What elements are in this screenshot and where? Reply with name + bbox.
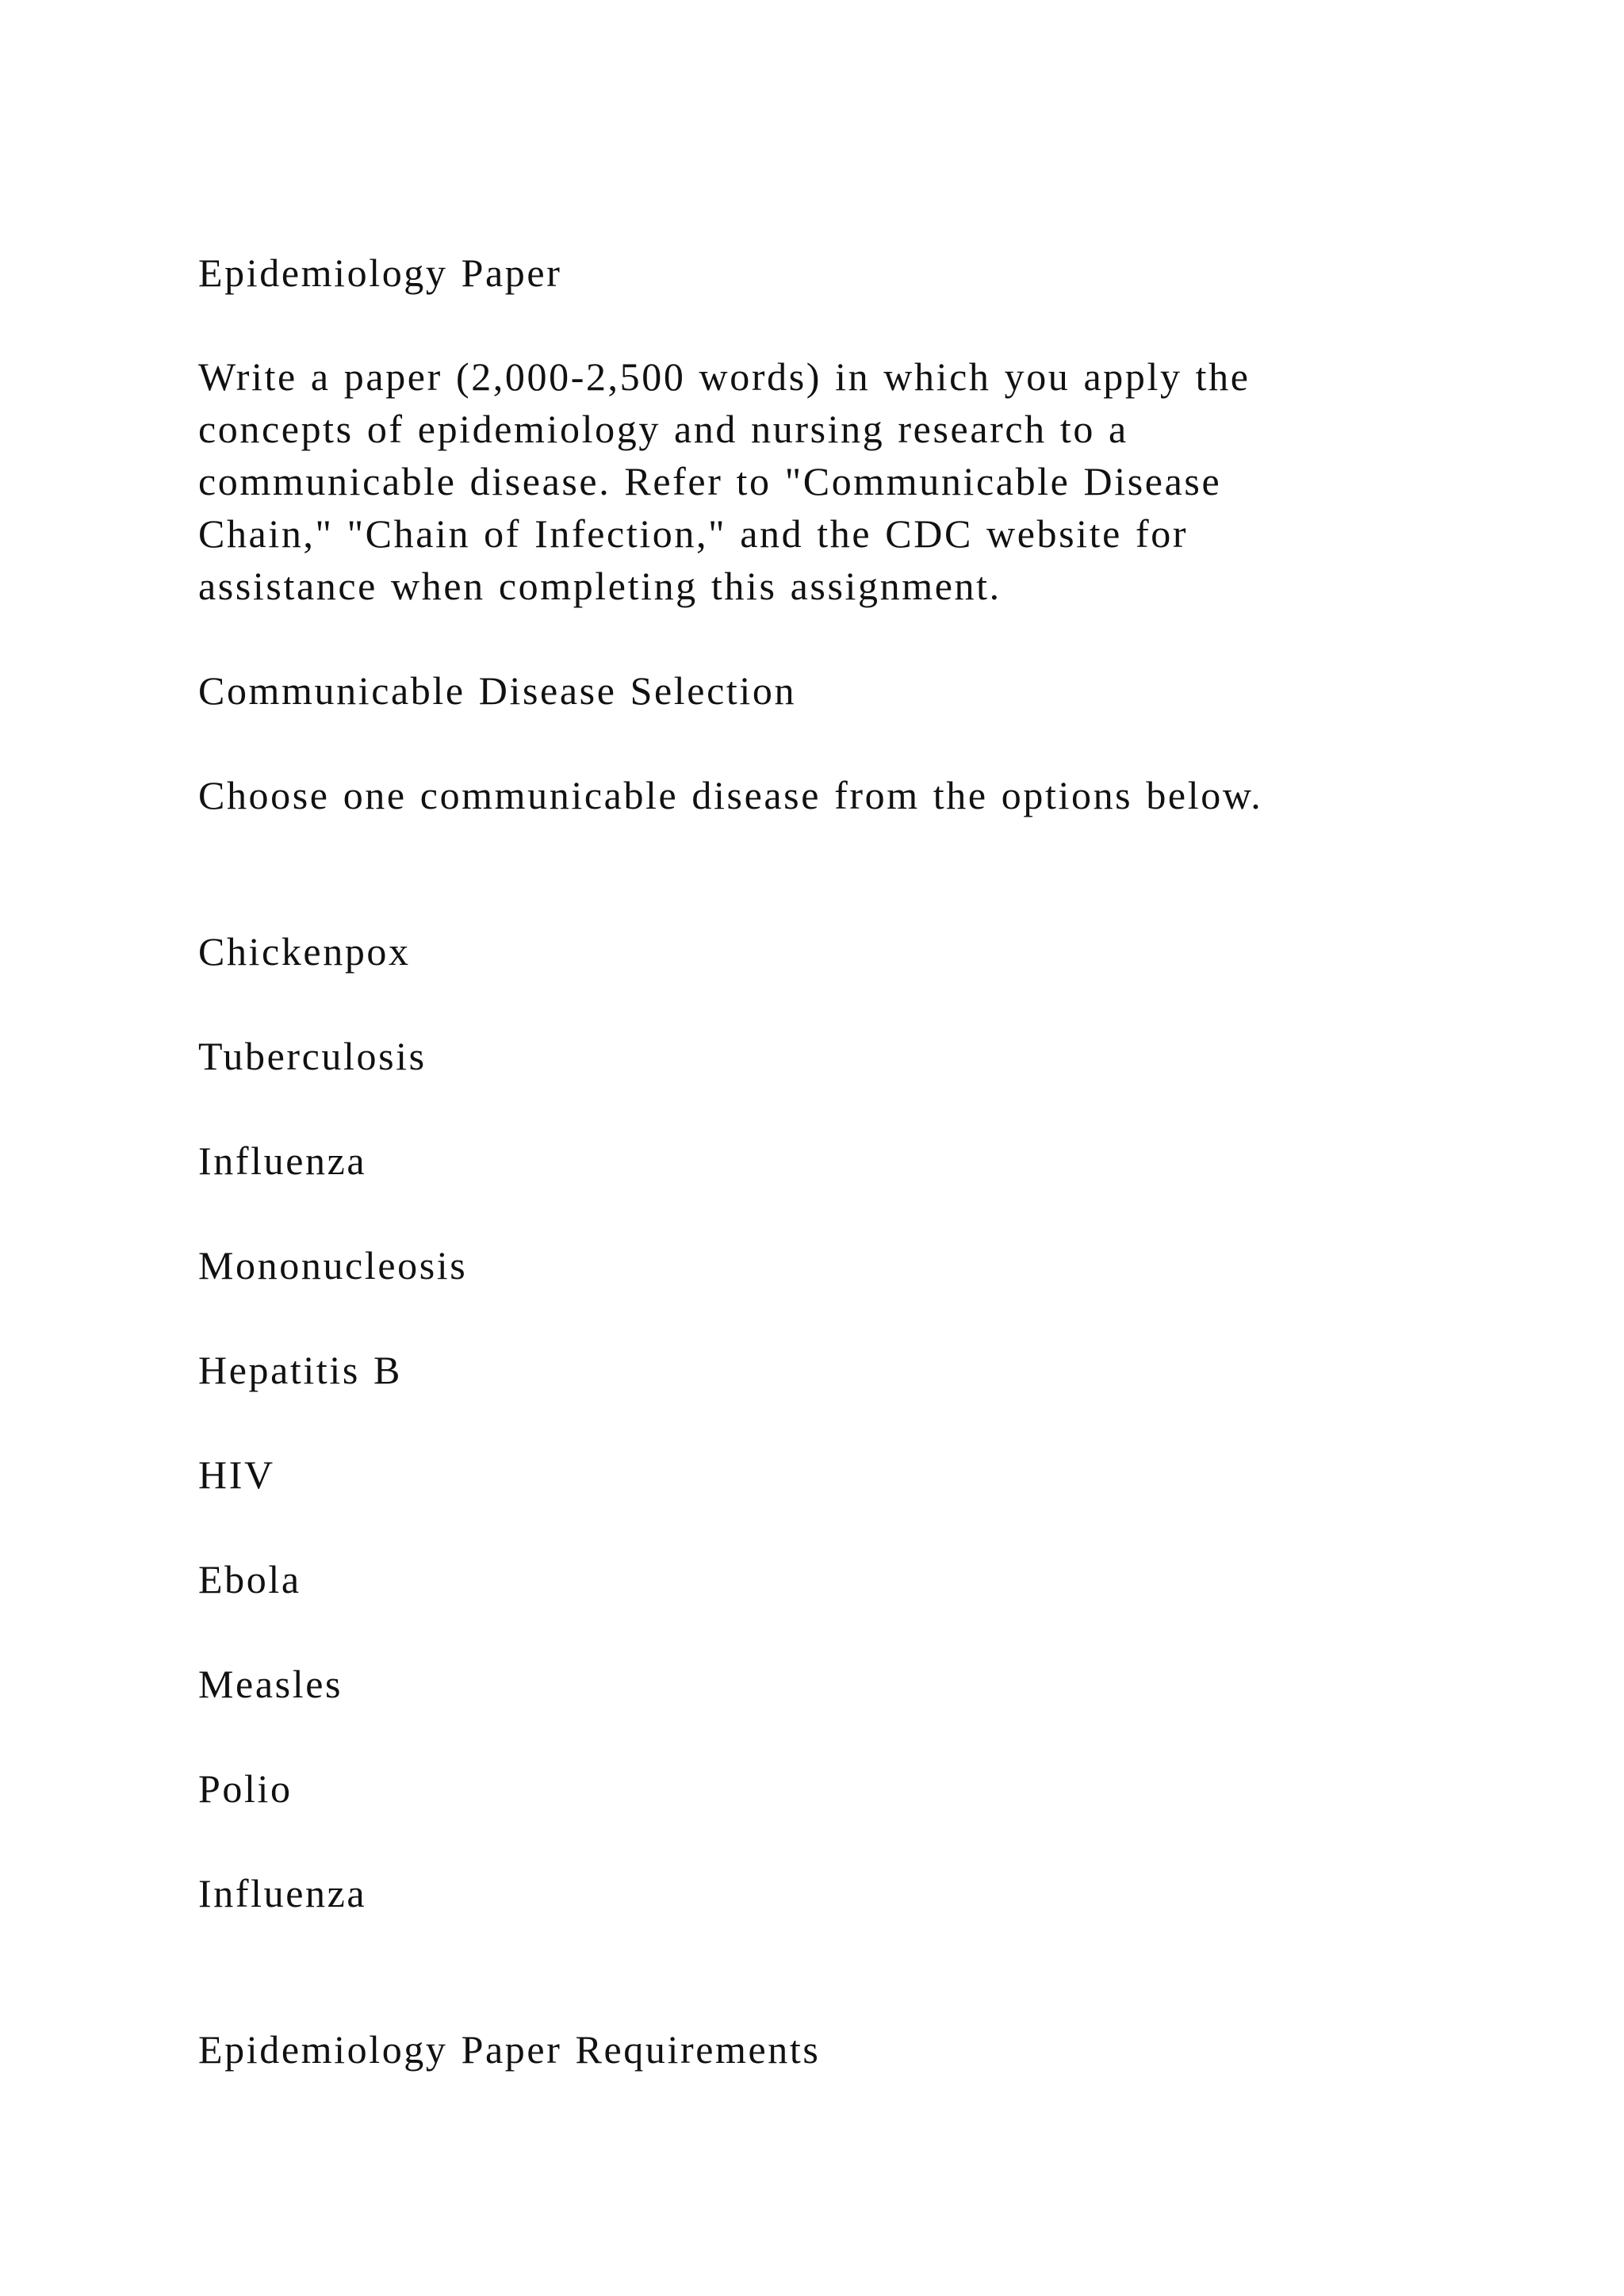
disease-list-item: Ebola	[198, 1557, 301, 1601]
disease-list-item: Hepatitis B	[198, 1348, 402, 1392]
disease-list-item: Polio	[198, 1766, 293, 1811]
intro-line-4: Chain," "Chain of Infection," and the CDC website for	[198, 511, 1189, 556]
intro-line-1: Write a paper (2,000-2,500 words) in which you apply the	[198, 354, 1251, 399]
document-title: Epidemiology Paper	[198, 251, 562, 295]
disease-list-item: Chickenpox	[198, 929, 411, 974]
selection-heading: Communicable Disease Selection	[198, 668, 797, 713]
intro-line-3: communicable disease. Refer to "Communicable Disease	[198, 459, 1222, 503]
disease-list-item: Mononucleosis	[198, 1243, 468, 1288]
intro-line-2: concepts of epidemiology and nursing research to a	[198, 407, 1128, 451]
disease-list-item: Influenza	[198, 1138, 367, 1183]
disease-list-item: HIV	[198, 1452, 275, 1497]
intro-line-5: assistance when completing this assignment.	[198, 564, 1002, 608]
disease-list-item: Measles	[198, 1662, 343, 1706]
selection-instruction: Choose one communicable disease from the options below.	[198, 773, 1263, 817]
requirements-heading: Epidemiology Paper Requirements	[198, 2027, 821, 2072]
disease-list-item: Tuberculosis	[198, 1034, 427, 1078]
disease-list-item: Influenza	[198, 1871, 367, 1915]
